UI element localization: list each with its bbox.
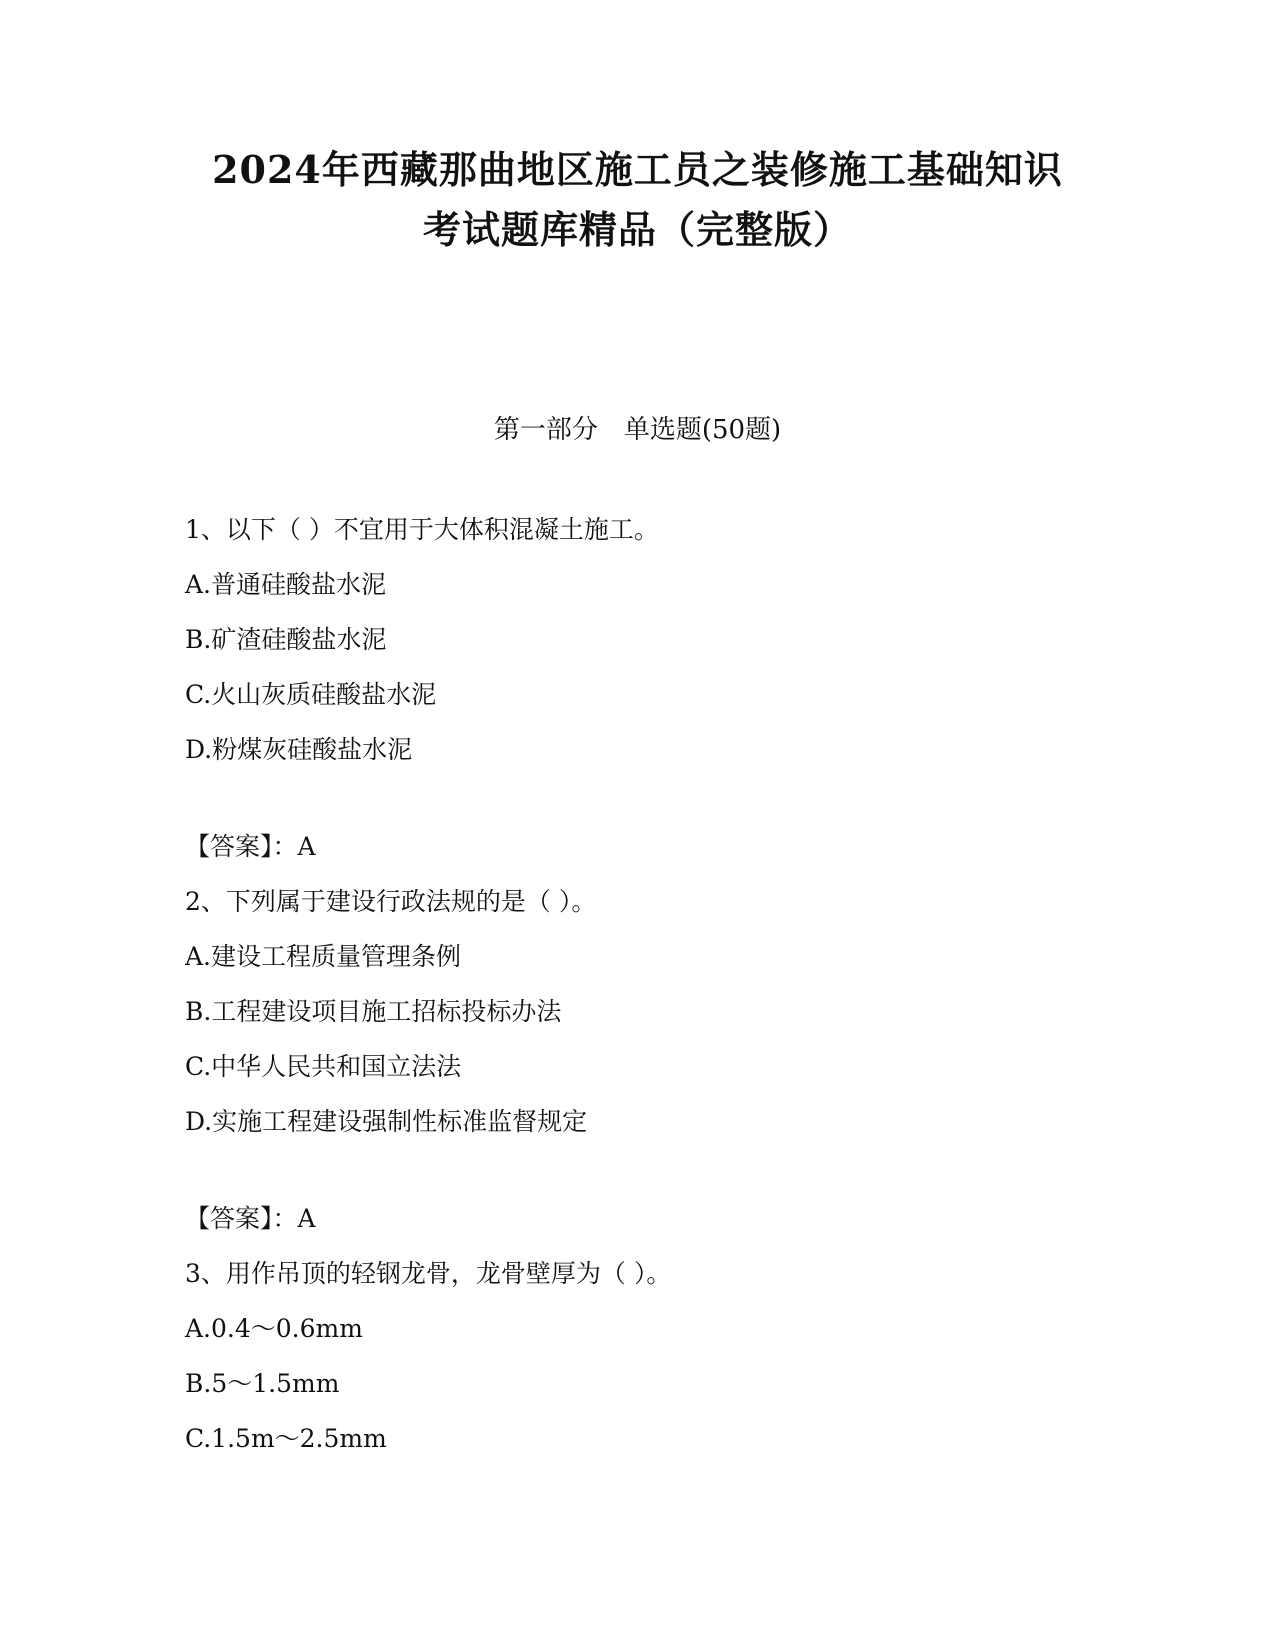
question-1-option-d: D.粉煤灰硅酸盐水泥 xyxy=(185,735,413,764)
question-list xyxy=(185,512,1145,1476)
document-title xyxy=(0,140,1275,260)
title-line-1: 2024年西藏那曲地区施工员之装修施工基础知识 xyxy=(212,147,1063,192)
question-2-option-c: C.中华人民共和国立法法 xyxy=(185,1052,462,1081)
question-1-stem: 1、以下（ ）不宜用于大体积混凝土施工。 xyxy=(185,515,659,544)
question-2-option-a: A.建设工程质量管理条例 xyxy=(185,942,462,971)
question-1-option-c: C.火山灰质硅酸盐水泥 xyxy=(185,680,437,709)
spacer xyxy=(185,787,1145,829)
question-2-stem: 2、下列属于建设行政法规的是（ ）。 xyxy=(185,887,597,916)
question-2-option-d: D.实施工程建设强制性标准监督规定 xyxy=(185,1107,588,1136)
question-3-option-b: B.5～1.5mm xyxy=(185,1369,340,1398)
title-line-2: 考试题库精品（完整版） xyxy=(422,207,852,252)
section-heading: 第一部分 单选题(50题) xyxy=(493,415,782,445)
question-3-stem: 3、用作吊顶的轻钢龙骨，龙骨壁厚为（ ）。 xyxy=(185,1259,672,1288)
question-1-option-a: A.普通硅酸盐水泥 xyxy=(185,570,387,599)
question-2-answer: 【答案】：A xyxy=(185,1204,316,1233)
question-1-answer: 【答案】：A xyxy=(185,832,316,861)
question-2-option-b: B.工程建设项目施工招标投标办法 xyxy=(185,997,562,1026)
question-3-option-a: A.0.4～0.6mm xyxy=(185,1314,363,1343)
spacer xyxy=(185,1159,1145,1201)
question-1-option-b: B.矿渣硅酸盐水泥 xyxy=(185,625,387,654)
question-3-option-c: C.1.5m～2.5mm xyxy=(185,1424,387,1453)
